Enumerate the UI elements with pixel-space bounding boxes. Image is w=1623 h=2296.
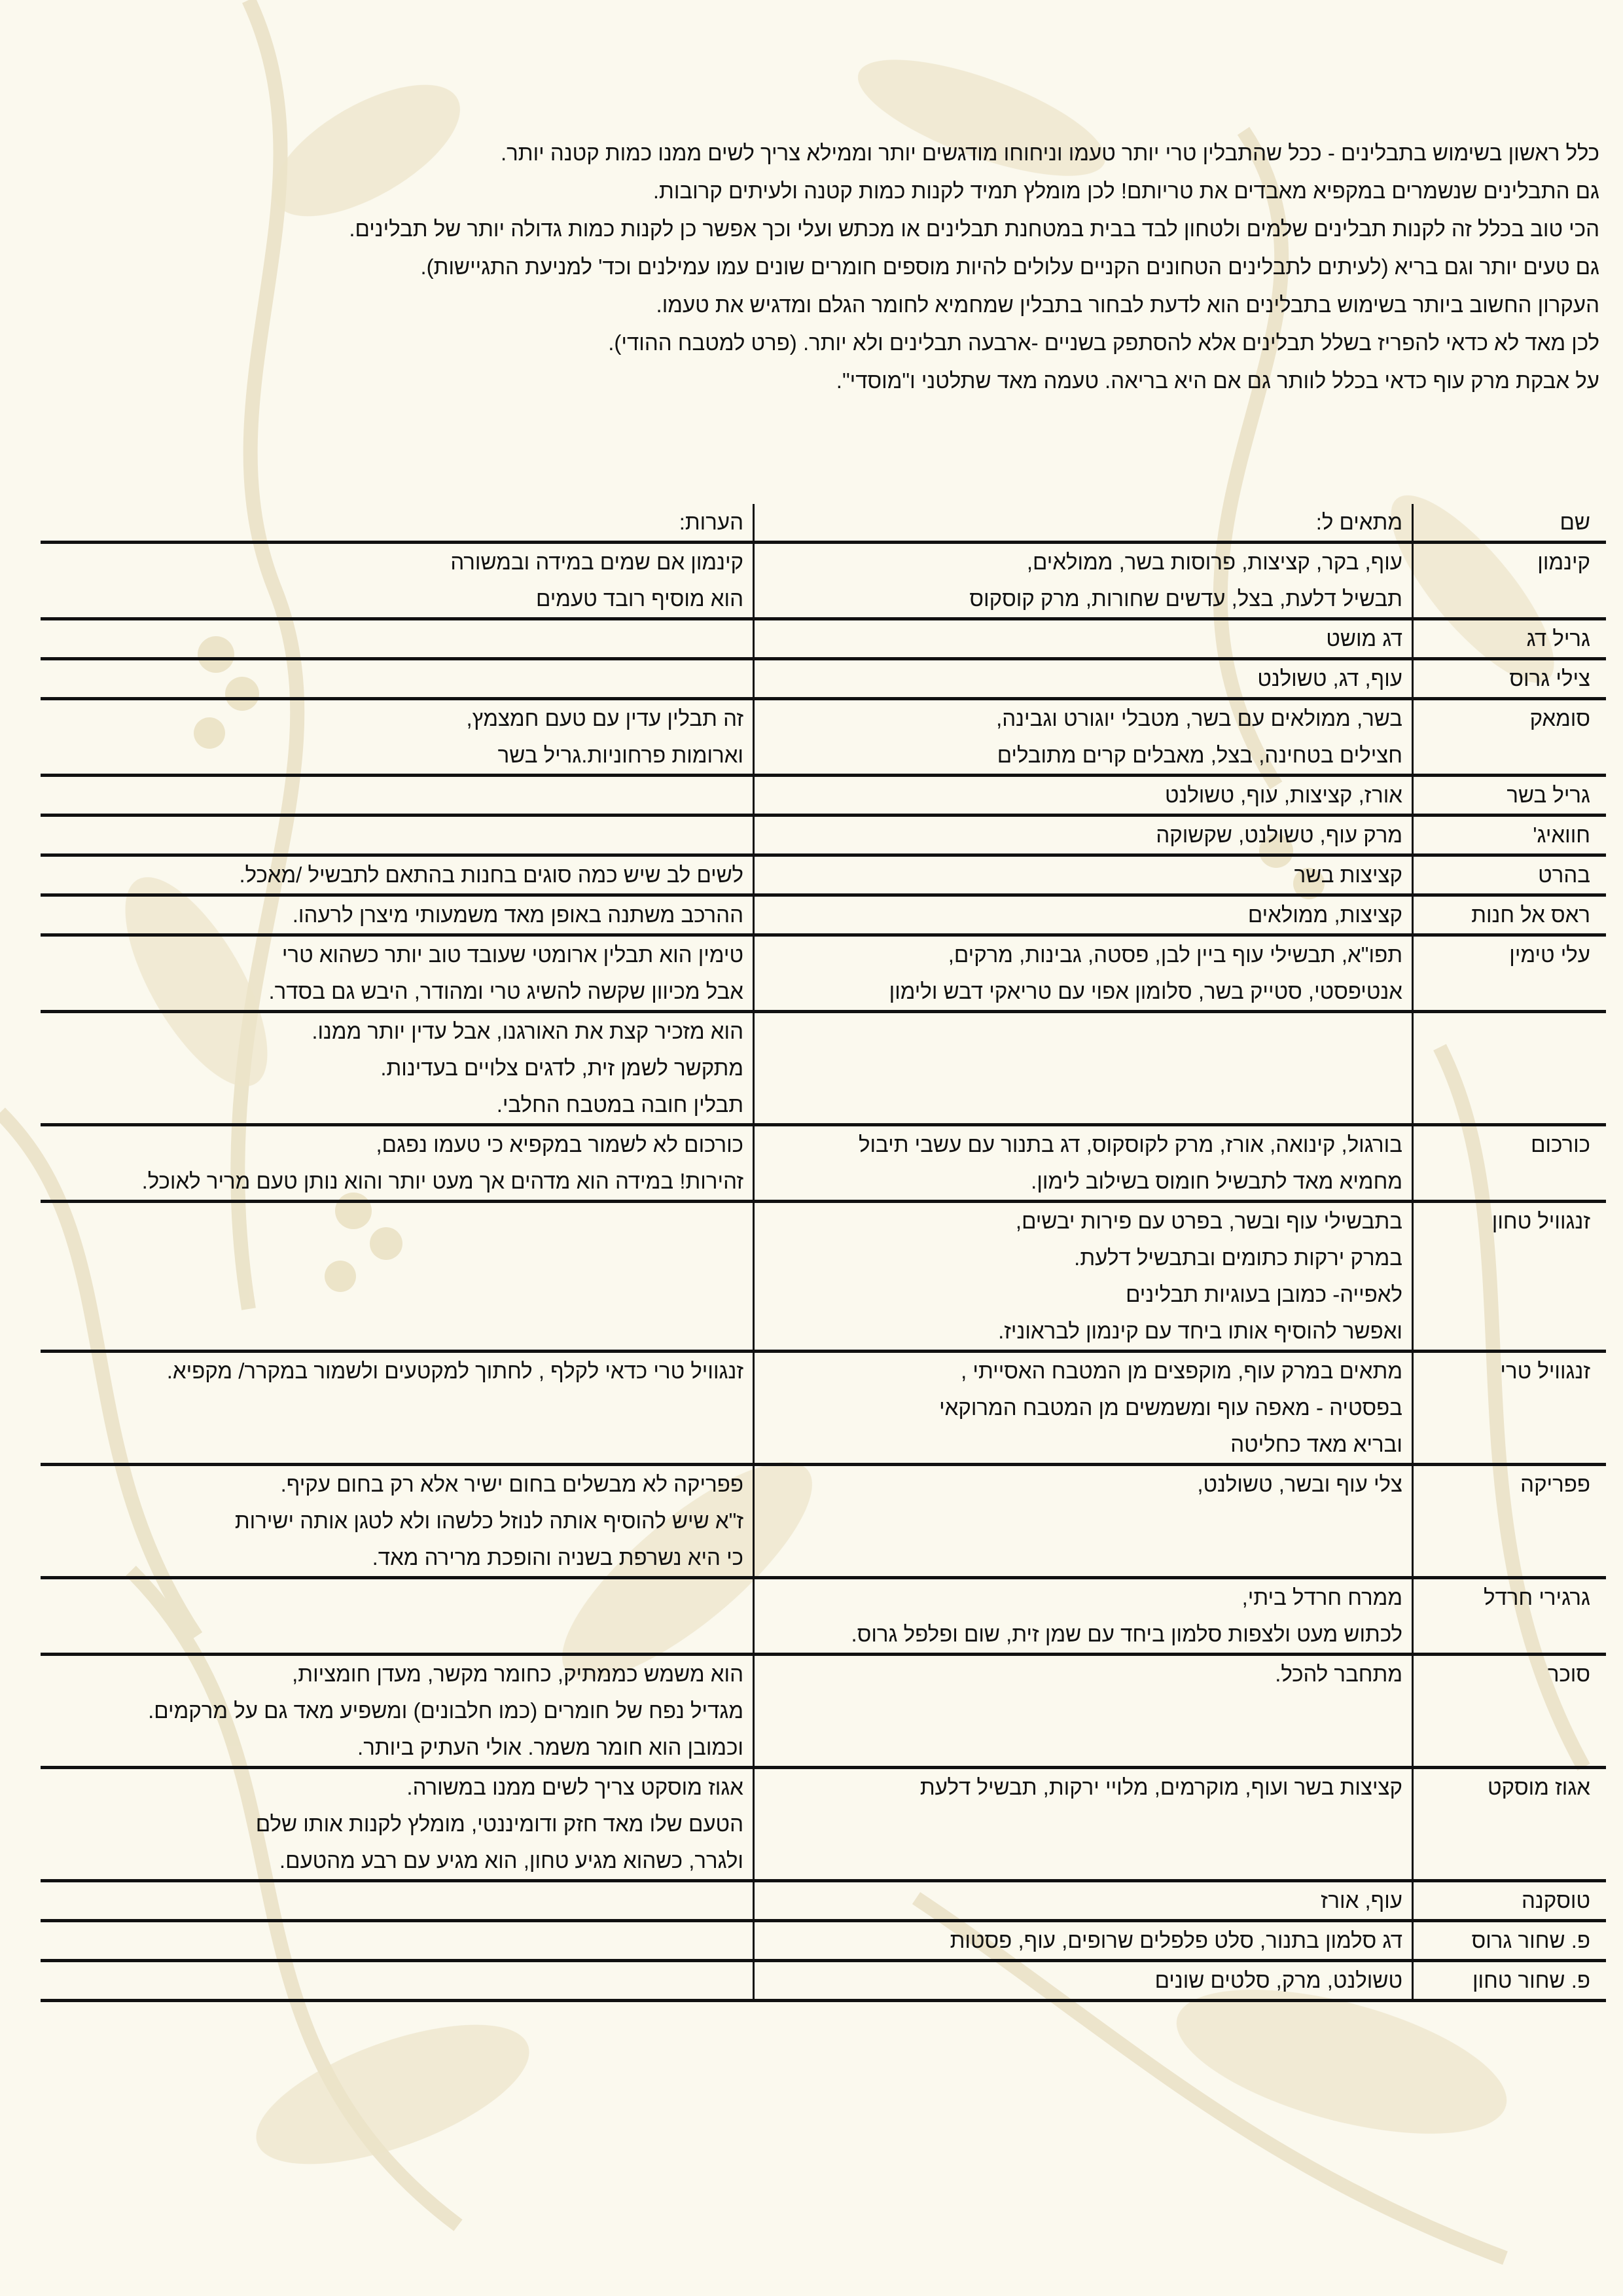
- notes-line: הטעם שלו מאד חזק ודומיננטי, מומלץ לקנות אותו שלם: [255, 1812, 743, 1836]
- spice-uses: [754, 855, 1413, 895]
- notes-line: וארומות פרחוניות.גריל בשר: [497, 743, 743, 767]
- spice-uses: [754, 895, 1413, 935]
- notes-line: אבל מכיוון שקשה להשיג טרי ומהודר, היבש גם בסדר.: [268, 979, 743, 1003]
- uses-line: דג מושט: [1326, 626, 1402, 651]
- uses-line: טשולנט, מרק, סלטים שונים: [1154, 1968, 1402, 1992]
- spice-name: זנגוויל טחון: [1413, 1202, 1607, 1352]
- spice-notes: [41, 1578, 754, 1655]
- notes-line: פפריקה לא מבשלים בחום ישיר אלא רק בחום עקיף.: [280, 1472, 743, 1496]
- spice-uses: [754, 1768, 1413, 1881]
- spice-notes: [41, 699, 754, 776]
- spice-notes: [41, 1961, 754, 2001]
- notes-line: אגוז מוסקט צריך לשים ממנו במשורה.: [406, 1775, 743, 1799]
- uses-line: במרק ירקות כתומים ובתבשיל דלעת.: [1074, 1246, 1402, 1270]
- spice-uses: [754, 1961, 1413, 2001]
- spice-notes: [41, 1352, 754, 1465]
- spice-name: סומאק: [1413, 699, 1607, 776]
- uses-line: לכתוש מעט ולצפות סלמון ביחד עם שמן זית, שום ופלפל גרוס.: [851, 1622, 1402, 1646]
- intro-paragraph-line: לכן מאד לא כדאי להפריז בשלל תבלינים אלא להסתפק בשניים -ארבעה תבלינים ולא יותר. (פרט למטבח ההודי).: [608, 331, 1599, 355]
- table-row: [41, 659, 1606, 699]
- uses-line: ממרח חרדל ביתי,: [1241, 1585, 1402, 1609]
- table-row: [41, 935, 1606, 1012]
- spice-notes: [41, 1465, 754, 1578]
- table-row: [41, 1881, 1606, 1921]
- uses-line: בפסטיה - מאפה עוף ומשמשים מן המטבח המרוקאי: [939, 1395, 1402, 1420]
- spice-uses: [754, 699, 1413, 776]
- spice-name: אגוז מוסקט: [1413, 1768, 1607, 1881]
- spice-notes: [41, 1125, 754, 1202]
- uses-line: קציצות, ממולאים: [1247, 903, 1402, 927]
- header-name: שם: [1413, 504, 1607, 543]
- spice-uses: [754, 1352, 1413, 1465]
- uses-line: קציצות בשר ועוף, מוקרמים, מלויי ירקות, תבשיל דלעת: [919, 1775, 1402, 1799]
- notes-line: טימין הוא תבלין ארומטי שעובד טוב יותר כשהוא טרי: [281, 942, 743, 967]
- spice-name: קינמון: [1413, 543, 1607, 619]
- header-notes: הערות:: [679, 510, 743, 534]
- spice-uses: [754, 1202, 1413, 1352]
- spice-uses: [754, 1921, 1413, 1961]
- table-row: [41, 776, 1606, 816]
- uses-line: עוף, דג, טשולנט: [1257, 666, 1402, 691]
- spice-uses: [754, 1655, 1413, 1768]
- notes-line: קינמון אם שמים במידה ובמשורה: [450, 550, 743, 574]
- uses-line: צלי עוף ובשר, טשולנט,: [1197, 1472, 1402, 1496]
- table-header-row: [41, 504, 1606, 543]
- table-row: [41, 1921, 1606, 1961]
- spice-uses: [754, 1012, 1413, 1125]
- spice-name: גריל בשר: [1413, 776, 1607, 816]
- spice-uses: [754, 776, 1413, 816]
- notes-line: כי היא נשרפת בשניה והופכת מרירה מאד.: [372, 1545, 743, 1570]
- uses-line: תבשיל דלעת, בצל, עדשים שחורות, מרק קוסקוס: [969, 586, 1402, 611]
- spice-notes: [41, 1768, 754, 1881]
- spice-name: גריל דג: [1413, 619, 1607, 659]
- notes-line: מגדיל נפח של חומרים (כמו חלבונים) ומשפיע מאד גם על מרקמים.: [148, 1698, 743, 1723]
- spice-notes: [41, 543, 754, 619]
- uses-line: מרק עוף, טשולנט, שקשוקה: [1156, 823, 1402, 847]
- intro-paragraph-line: העקרון החשוב ביותר בשימוש בתבלינים הוא לדעת לבחור בתבלין שמחמיא לחומר הגלם ומדגיש את טעמו.: [656, 293, 1599, 317]
- spice-notes: [41, 659, 754, 699]
- spice-name: גרגירי חרדל: [1413, 1578, 1607, 1655]
- uses-line: בתבשילי עוף ובשר, בפרט עם פירות יבשים,: [1015, 1209, 1402, 1233]
- spice-notes: [41, 1202, 754, 1352]
- notes-line: מתקשר לשמן זית, לדגים צלויים בעדינות.: [380, 1056, 743, 1080]
- table-row: [41, 1012, 1606, 1125]
- spice-name: עלי טימין: [1413, 935, 1607, 1012]
- spice-notes: [41, 1921, 754, 1961]
- spice-uses: [754, 816, 1413, 855]
- table-row: [41, 1961, 1606, 2001]
- notes-line: ז"א שיש להוסיף אותה לנוזל כלשהו ולא לטגן אותה ישירות: [234, 1509, 743, 1533]
- intro-paragraph-line: גם התבלינים שנשמרים במקפיא מאבדים את טריותם! לכן מומלץ תמיד לקנות כמות קטנה ולעיתים קרובות.: [652, 179, 1599, 203]
- uses-line: בורגול, קינואה, אורז, מרק לקוסקוס, דג בתנור עם עשבי תיבול: [859, 1132, 1402, 1157]
- spice-uses: [754, 1881, 1413, 1921]
- table-row: [41, 1655, 1606, 1768]
- spice-name: כורכום: [1413, 1125, 1607, 1202]
- table-row: [41, 699, 1606, 776]
- spice-name: טוסקנה: [1413, 1881, 1607, 1921]
- spice-name: צילי גרוס: [1413, 659, 1607, 699]
- spice-name: פ. שחור טחון: [1413, 1961, 1607, 2001]
- spice-uses: [754, 1578, 1413, 1655]
- uses-line: לאפייה- כמובן בעוגיות תבלינים: [1126, 1282, 1402, 1306]
- spice-uses: [754, 619, 1413, 659]
- table-row: [41, 816, 1606, 855]
- notes-line: ולגרר, כשהוא מגיע טחון, הוא מגיע עם רבע מהטעם.: [279, 1848, 743, 1873]
- table-row: [41, 855, 1606, 895]
- table-row: [41, 619, 1606, 659]
- notes-line: זהירות! במידה הוא מדהים אך מעט יותר והוא נותן טעם מריר לאוכל.: [141, 1169, 743, 1193]
- notes-line: ההרכב משתנה באופן מאד משמעותי מיצרן לרעהו.: [292, 903, 743, 927]
- uses-line: דג סלמון בתנור, סלט פלפלים שרופים, עוף, פסטות: [950, 1928, 1402, 1952]
- spice-notes: [41, 1655, 754, 1768]
- spice-notes: [41, 1012, 754, 1125]
- spice-notes: [41, 895, 754, 935]
- intro-paragraph-line: הכי טוב בכלל זה לקנות תבלינים שלמים ולטחון לבד בבית במטחנת תבלינים או מכתש ועלי וכך אפשר כן לקנות כמות גדולה יותר של תבלינים.: [349, 217, 1599, 241]
- spice-uses: [754, 1125, 1413, 1202]
- intro-paragraph-line: גם טעים יותר וגם בריא (לעיתים לתבלינים הטחונים הקניים עלולים להיות מוספים חומרים שונים עמו עמילנים וכד' למניעת התגיישות).: [420, 255, 1599, 279]
- notes-line: זה תבלין עדין עם טעם חמצמץ,: [466, 706, 743, 730]
- notes-line: לשים לב שיש כמה סוגים בחנות בהתאם לתבשיל /מאכל.: [239, 863, 743, 887]
- spice-name: [1413, 1012, 1607, 1125]
- table-row: [41, 1125, 1606, 1202]
- spice-notes: [41, 1881, 754, 1921]
- uses-line: מתחבר להכל.: [1275, 1662, 1402, 1686]
- notes-line: הוא משמש כממתיק, כחומר מקשר, מעדן חומציות,: [292, 1662, 743, 1686]
- spice-name: פ. שחור גרוס: [1413, 1921, 1607, 1961]
- spice-uses: [754, 659, 1413, 699]
- spice-notes: [41, 816, 754, 855]
- spice-name: חוואיג': [1413, 816, 1607, 855]
- uses-line: בשר, ממולאים עם בשר, מטבלי יוגורט וגבינה,: [996, 706, 1402, 730]
- uses-line: אנטיפסטי, סטייק בשר, סלומון אפוי עם טריאקי דבש ולימון: [889, 979, 1402, 1003]
- spice-name: סוכר: [1413, 1655, 1607, 1768]
- notes-line: הוא מזכיר קצת את האורגנו, אבל עדין יותר ממנו.: [312, 1019, 743, 1043]
- notes-line: כורכום לא לשמור במקפיא כי טעמו נפגם,: [376, 1132, 743, 1157]
- spice-notes: [41, 935, 754, 1012]
- uses-line: אורז, קציצות, עוף, טשולנט: [1164, 783, 1402, 807]
- spice-name: פפריקה: [1413, 1465, 1607, 1578]
- uses-line: עוף, בקר, קציצות, פרוסות בשר, ממולאים,: [1026, 550, 1402, 574]
- spice-uses: [754, 543, 1413, 619]
- table-row: [41, 1465, 1606, 1578]
- table-row: [41, 543, 1606, 619]
- uses-line: תפו"א, תבשילי עוף ביין לבן, פסטה, גבינות, מרקים,: [948, 942, 1402, 967]
- intro-text: [29, 134, 1599, 400]
- uses-line: מחמיא מאד לתבשיל חומוס בשילוב לימון.: [1031, 1169, 1402, 1193]
- uses-line: מתאים במרק עוף, מוקפצים מן המטבח האסייתי ,: [961, 1359, 1402, 1383]
- uses-line: קציצות בשר: [1294, 863, 1402, 887]
- spice-notes: [41, 855, 754, 895]
- spice-name: בהרט: [1413, 855, 1607, 895]
- spice-notes: [41, 619, 754, 659]
- table-row: [41, 895, 1606, 935]
- notes-line: הוא מוסיף רובד טעמים: [535, 586, 743, 611]
- intro-paragraph-line: על אבקת מרק עוף כדאי בכלל לוותר גם אם היא בריאה. טעמה מאד שתלטני ו"מוסדי".: [836, 368, 1599, 393]
- table-row: [41, 1768, 1606, 1881]
- uses-line: חצילים בטחינה, בצל, מאבלים קרים מתובלים: [997, 743, 1402, 767]
- spice-notes: [41, 776, 754, 816]
- spice-uses: [754, 1465, 1413, 1578]
- spices-table: [41, 504, 1606, 2002]
- table-row: [41, 1202, 1606, 1352]
- table-row: [41, 1578, 1606, 1655]
- spice-uses: [754, 935, 1413, 1012]
- table-row: [41, 1352, 1606, 1465]
- notes-line: וכמובן הוא חומר משמר. אולי העתיק ביותר.: [357, 1735, 743, 1759]
- uses-line: ובריא מאד כחליטה: [1230, 1432, 1402, 1456]
- uses-line: ואפשר להוסיף אותו ביחד עם קינמון לבראוניז.: [998, 1319, 1402, 1343]
- notes-line: תבלין חובה במטבח החלבי.: [496, 1092, 743, 1117]
- notes-line: זנגוויל טרי כדאי לקלף , לחתוך למקטעים ולשמור במקרר/ מקפיא.: [166, 1359, 743, 1383]
- spice-name: ראס אל חנות: [1413, 895, 1607, 935]
- intro-paragraph-line: כלל ראשון בשימוש בתבלינים - ככל שהתבלין טרי יותר טעמו וניחוחו מודגשים יותר וממילא צריך לשים ממנו כמות קטנה יותר.: [501, 141, 1599, 165]
- header-uses: מתאים ל:: [754, 504, 1413, 543]
- spice-name: זנגוויל טרי: [1413, 1352, 1607, 1465]
- uses-line: עוף, אורז: [1321, 1888, 1402, 1912]
